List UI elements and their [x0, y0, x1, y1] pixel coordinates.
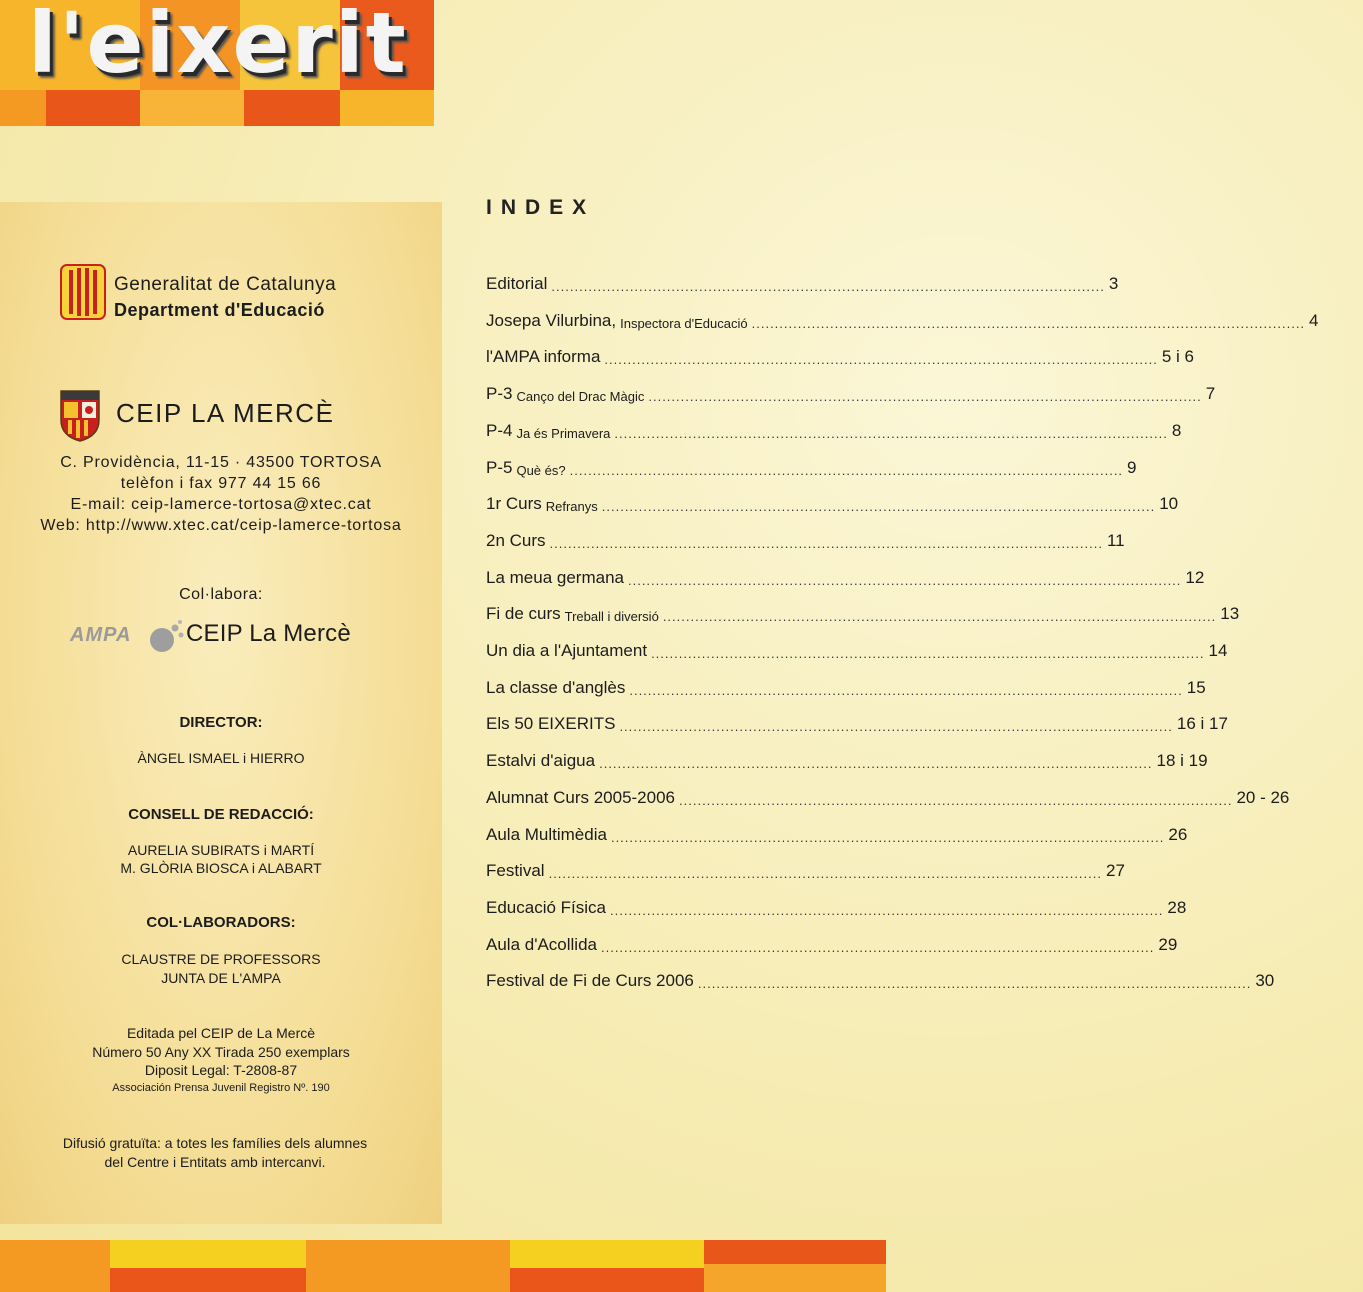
toc-entry-title: Els 50 EIXERITS [486, 714, 616, 734]
toc-entry-title: Aula d'Acollida [486, 934, 597, 954]
toc-entry [486, 710, 1228, 735]
toc-page-number: 18 i 19 [1156, 751, 1208, 771]
toc-entry [486, 931, 1178, 955]
footer-tile [110, 1268, 306, 1292]
publishing-line: Diposit Legal: T-2808-87 [144, 1062, 298, 1078]
collaborador: JUNTA DE L'AMPA [161, 970, 281, 986]
toc-page-number: 4 [1309, 310, 1319, 330]
consell-member: M. GLÒRIA BIOSCA i ALABART [120, 860, 322, 876]
toc-page-number: 14 [1208, 641, 1228, 660]
toc-page-number: 28 [1167, 897, 1187, 917]
toc-leader-dots: ........................................................................................................................ [601, 499, 1156, 515]
toc-entry-title: 1r Curs [486, 494, 542, 514]
generalitat-block [60, 264, 400, 324]
ampa-ceip-name: CEIP La Mercè [186, 620, 351, 647]
toc-leader-dots: ........................................................................................................................ [569, 462, 1124, 478]
consell-member: AURELIA SUBIRATS i MARTÍ [127, 842, 315, 858]
school-email: E-mail: ceip-lamerce-tortosa@xtec.cat [70, 496, 372, 513]
toc-page-number: 30 [1255, 971, 1275, 991]
toc-entry-title: P-5 [486, 457, 513, 477]
footer-strip [0, 1240, 886, 1292]
ampa-logo [70, 616, 410, 656]
toc-leader-dots: ........................................................................................................................ [651, 646, 1205, 661]
toc-page-number: 7 [1205, 384, 1216, 404]
toc-leader-dots: ........................................................................................................................ [629, 682, 1183, 698]
footer-tile [306, 1240, 510, 1292]
toc-entry [486, 343, 1194, 368]
toc-entry-subtitle: Ja és Primavera [516, 425, 611, 441]
toc-entry-subtitle: Treball i diversió [564, 609, 659, 625]
toc-page-number: 16 i 17 [1176, 714, 1228, 734]
toc-entry [486, 564, 1205, 588]
toc-entry [486, 490, 1179, 515]
generalitat-shield-icon [60, 264, 106, 320]
toc-entry [486, 821, 1188, 845]
footer-tile [110, 1240, 306, 1268]
toc-leader-dots: ........................................................................................................................ [599, 756, 1153, 772]
toc-leader-dots: ........................................................................................................................ [610, 829, 1165, 845]
toc-page-number: 20 - 26 [1236, 787, 1290, 807]
toc-entry-title: Educació Física [486, 897, 606, 917]
toc-page-number: 8 [1171, 420, 1182, 440]
school-name: CEIP LA MERCÈ [116, 398, 335, 428]
school-phone: telèfon i fax 977 44 15 66 [120, 475, 322, 492]
toc-entry-title: Un dia a l'Ajuntament [486, 641, 648, 660]
toc-entry-title: P-4 [486, 420, 513, 440]
toc-entry-title: Aula Multimèdia [486, 824, 607, 844]
banner-tile [46, 90, 140, 126]
footer-tile [704, 1240, 886, 1264]
footer-tile [704, 1264, 886, 1292]
toc-entry-subtitle: Refranys [545, 499, 598, 515]
toc-entry [486, 380, 1216, 405]
banner-tile [140, 90, 244, 126]
toc-entry-title: 2n Curs [486, 530, 546, 550]
toc-page-number: 12 [1185, 567, 1205, 587]
toc-page-number: 13 [1220, 604, 1240, 624]
toc-leader-dots: ........................................................................................................................ [662, 609, 1217, 625]
toc-entry [486, 637, 1228, 661]
toc-leader-dots: ........................................................................................................................ [548, 866, 1102, 882]
publishing-line: Associación Prensa Juvenil Registro Nº. 190 [112, 1082, 330, 1094]
toc-page-number: 29 [1158, 934, 1178, 954]
toc-entry-title: Estalvi d'aigua [486, 751, 596, 771]
toc-entry-title: La meua germana [486, 567, 624, 587]
school-address: C. Providència, 11-15 · 43500 TORTOSA [60, 454, 382, 471]
toc-page-number: 3 [1108, 274, 1119, 293]
toc-page-number: 9 [1127, 457, 1137, 477]
toc-leader-dots: ........................................................................................................................ [610, 902, 1164, 918]
toc-page-number: 11 [1106, 530, 1125, 550]
toc-leader-dots: ........................................................................................................................ [600, 939, 1155, 955]
ampa-dots-icon [148, 618, 184, 654]
toc-leader-dots: ........................................................................................................................ [551, 279, 1105, 294]
consell-heading: CONSELL DE REDACCIÓ: [128, 806, 314, 823]
toc-page-number: 15 [1186, 677, 1206, 697]
toc-entry [486, 967, 1275, 992]
toc-entry [486, 674, 1206, 698]
department-name: Department d'Educació [114, 300, 325, 320]
toc-entry-title: Fi de curs [486, 604, 561, 624]
toc-entry-title: Josepa Vilurbina, [486, 310, 617, 330]
toc-leader-dots: ........................................................................................................................ [627, 572, 1182, 588]
toc-leader-dots: ........................................................................................................................ [648, 389, 1202, 405]
toc-entry-title: l'AMPA informa [486, 347, 601, 367]
toc-entry [486, 784, 1290, 808]
toc-leader-dots: ........................................................................................................................ [751, 315, 1306, 331]
toc-leader-dots: ........................................................................................................................ [697, 976, 1252, 992]
collaboradors-heading: COL·LABORADORS: [146, 914, 296, 931]
toc-leader-dots: ........................................................................................................................ [679, 792, 1233, 808]
toc-entry-title: Festival [486, 861, 545, 881]
toc-entry [486, 857, 1125, 882]
ampa-wordmark: AMPA [70, 624, 132, 646]
collaborador: CLAUSTRE DE PROFESSORS [121, 951, 321, 967]
toc-entry [486, 600, 1240, 625]
magazine-logo: l'eixerit [28, 0, 408, 92]
toc-entry-title: Editorial [486, 274, 548, 293]
toc-entry-title: P-3 [486, 384, 513, 404]
toc-entry-title: Festival de Fi de Curs 2006 [486, 971, 694, 991]
toc-entry [486, 417, 1182, 441]
toc-page-number: 26 [1168, 824, 1188, 844]
banner-tile [244, 90, 340, 126]
toc-entry [486, 454, 1137, 478]
toc-page-number: 10 [1159, 494, 1179, 514]
toc-entry-subtitle: Canço del Drac Màgic [516, 389, 645, 405]
footer-tile [510, 1268, 704, 1292]
distribution-line: Difusió gratuïta: a totes les famílies dels alumnes [62, 1135, 368, 1151]
toc-entry [486, 527, 1125, 551]
publishing-line: Editada pel CEIP de La Mercè [126, 1025, 316, 1041]
collabora-label: Col·labora: [179, 586, 263, 603]
school-shield-icon [60, 390, 100, 442]
publishing-line: Número 50 Any XX Tirada 250 exemplars [92, 1044, 350, 1060]
banner-tile [0, 90, 46, 126]
distribution-line: del Centre i Entitats amb intercanvi. [104, 1154, 326, 1170]
toc-entry [486, 270, 1119, 294]
header-banner [0, 0, 434, 126]
footer-tile [510, 1240, 704, 1268]
director-heading: DIRECTOR: [179, 714, 263, 731]
toc-entry-title: La classe d'anglès [486, 677, 626, 697]
toc-entry-subtitle: Inspectora d'Educació [620, 315, 748, 331]
toc-entry-title: Alumnat Curs 2005-2006 [486, 787, 676, 807]
generalitat-name: Generalitat de Catalunya [114, 274, 337, 295]
footer-tile [0, 1240, 110, 1292]
toc-entry [486, 747, 1208, 772]
toc-page-number: 27 [1106, 861, 1125, 881]
toc-entry-subtitle: Què és? [516, 462, 566, 478]
school-web: Web: http://www.xtec.cat/ceip-lamerce-tortosa [40, 517, 402, 534]
toc-leader-dots: ........................................................................................................................ [549, 535, 1103, 551]
index-title: INDEX [486, 196, 596, 219]
director-name: ÀNGEL ISMAEL i HIERRO [137, 750, 305, 766]
toc-leader-dots: ........................................................................................................................ [614, 425, 1168, 441]
toc-page-number: 5 i 6 [1161, 347, 1194, 367]
banner-tile [340, 90, 434, 126]
toc-entry [486, 894, 1187, 918]
toc-leader-dots: ........................................................................................................................ [619, 719, 1173, 735]
toc-leader-dots: ........................................................................................................................ [604, 352, 1158, 368]
toc-entry [486, 307, 1319, 331]
